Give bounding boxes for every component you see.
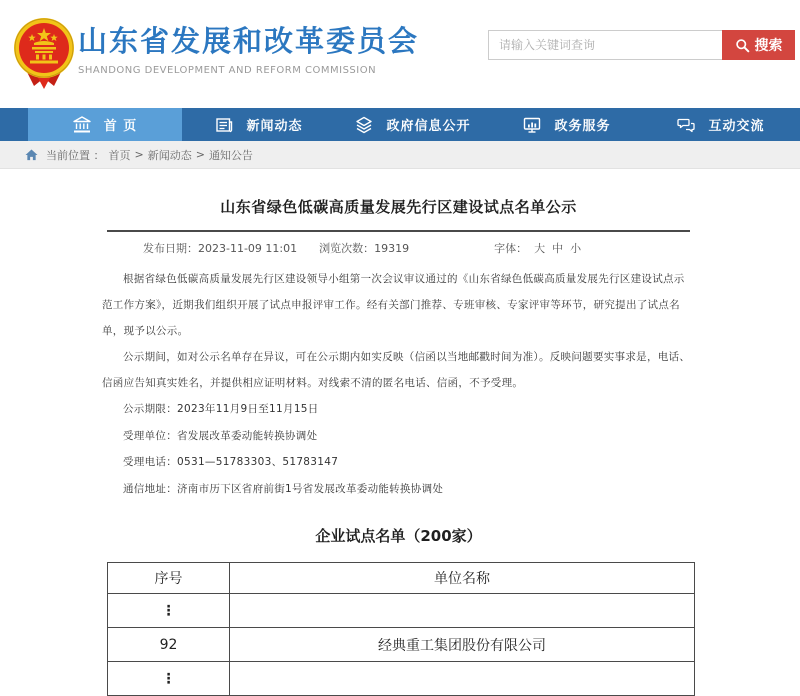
accepting-unit-line: 受理单位：省发展改革委动能转换协调处 (123, 429, 318, 442)
seq-cell: 92 (108, 628, 230, 662)
nav-item-label: 新闻动态 (246, 119, 303, 134)
address-line: 通信地址：济南市历下区省府前街1号省发展改革委动能转换协调处 (123, 482, 444, 495)
nav-item-news[interactable] (182, 108, 336, 141)
newspaper-icon (215, 116, 233, 134)
nav-item-label: 首 页 (103, 119, 138, 134)
table-row (108, 662, 695, 696)
search-icon (735, 38, 750, 53)
view-count-label: 浏览次数： (319, 242, 375, 255)
nav-item-label: 政务服务 (554, 119, 611, 134)
monitor-chart-icon (523, 116, 541, 134)
breadcrumb-prefix: 当前位置 ： (46, 148, 105, 162)
search-button[interactable] (722, 30, 795, 60)
seq-cell: ⋮ (108, 594, 230, 628)
font-size-switcher (494, 240, 581, 258)
layers-icon (355, 116, 373, 134)
breadcrumb (0, 141, 800, 169)
column-header-unit-name: 单位名称 (230, 563, 695, 594)
table-row (108, 594, 695, 628)
search-button-label: 搜索 (754, 38, 783, 54)
font-size-small-button[interactable]: 小 (570, 242, 582, 255)
view-count-value: 19319 (374, 242, 410, 255)
site-title[interactable]: 山东省发展和改革委员会 (78, 24, 420, 58)
contact-info (102, 396, 695, 502)
publish-date-label: 发布日期： (143, 242, 198, 255)
notice-period-line: 公示期限：2023年11月9日至11月15日 (123, 403, 319, 415)
unit-name-cell (230, 662, 695, 696)
article-body (102, 266, 695, 502)
seq-cell: ⋮ (108, 662, 230, 696)
breadcrumb-item-home[interactable]: 首页 (108, 148, 131, 162)
nav-item-services[interactable] (490, 108, 644, 141)
publish-date (143, 240, 297, 258)
column-header-seq: 序号 (108, 563, 230, 594)
search-bar (488, 30, 795, 60)
breadcrumb-item-news[interactable]: 新闻动态 (147, 148, 192, 162)
table-header-row (108, 563, 695, 594)
font-size-label: 字体： (494, 242, 528, 255)
breadcrumb-item-notices[interactable]: 通知公告 (208, 148, 253, 162)
title-divider (107, 230, 690, 232)
table-row (108, 628, 695, 662)
nav-item-home[interactable] (28, 108, 182, 141)
roster-title: 企业试点名单（200家） (315, 527, 482, 545)
site-header (0, 0, 800, 108)
home-icon (25, 149, 38, 161)
unit-name-cell: 经典重工集团股份有限公司 (230, 628, 695, 662)
unit-name-cell (230, 594, 695, 628)
nav-item-label: 互动交流 (708, 119, 765, 134)
site-subtitle: SHANDONG DEVELOPMENT AND REFORM COMMISSION (78, 64, 377, 76)
article-meta (102, 240, 695, 258)
article-container (0, 169, 800, 696)
phone-line: 受理电话：0531—51783303、51783147 (123, 456, 339, 468)
company-roster-table (107, 562, 695, 696)
view-count (319, 240, 409, 258)
breadcrumb-separator: > (195, 148, 205, 161)
font-size-large-button[interactable]: 大 (534, 242, 546, 255)
breadcrumb-separator: > (134, 148, 144, 161)
main-nav (0, 108, 800, 141)
article-title: 山东省绿色低碳高质量发展先行区建设试点名单公示 (220, 198, 577, 216)
nav-item-interaction[interactable] (644, 108, 798, 141)
publish-date-value: 2023-11-09 11:01 (198, 242, 298, 255)
font-size-medium-button[interactable]: 中 (552, 242, 564, 255)
site-brand[interactable] (78, 26, 419, 76)
bank-icon (73, 116, 91, 134)
national-emblem-logo[interactable] (12, 16, 76, 90)
search-input[interactable] (488, 30, 722, 60)
nav-item-label: 政府信息公开 (386, 119, 471, 134)
nav-item-gov-info[interactable] (336, 108, 490, 141)
chat-bubbles-icon (677, 116, 695, 134)
article-paragraph: 公示期间，如对公示名单存在异议，可在公示期内如实反映（信函以当地邮戳时间为准）。反映问题要实事求是，电话、信函应告知真实姓名，并提供相应证明材料。对线索不清的匿名电话、信函，不予受理。 (102, 351, 691, 389)
article-paragraph: 根据省绿色低碳高质量发展先行区建设领导小组第一次会议审议通过的《山东省绿色低碳高质量发展先行区建设试点示范工作方案》，近期我们组织开展了试点申报评审工作。经有关部门推荐、专班审核、专家评审等环节，研究提出了试点名单，现予以公示。 (102, 273, 685, 337)
